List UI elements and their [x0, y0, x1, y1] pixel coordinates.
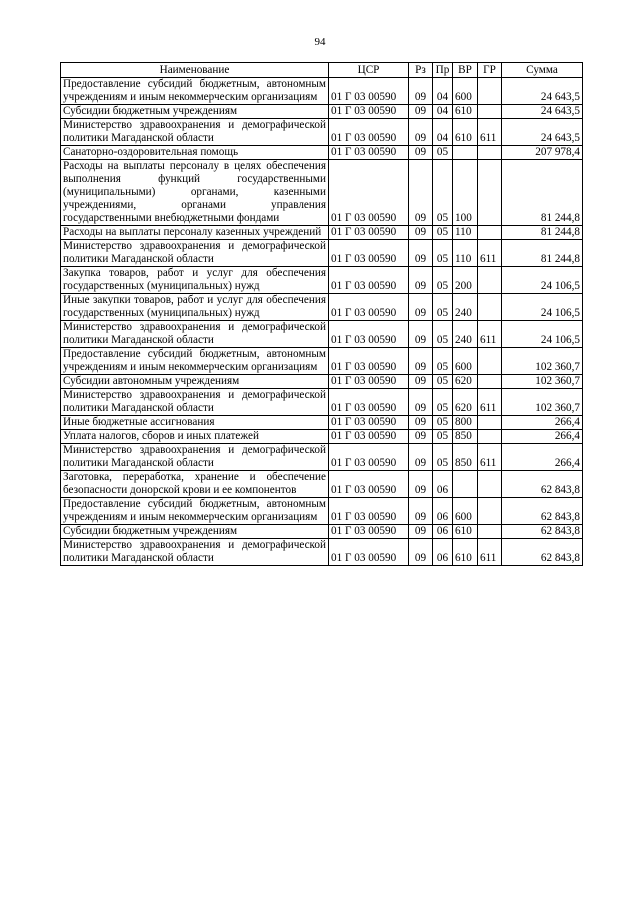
cell-csr: 01 Г 03 00590	[329, 375, 409, 389]
cell-vr: 240	[453, 294, 478, 321]
cell-rz: 09	[409, 444, 433, 471]
cell-gr	[478, 267, 502, 294]
cell-gr: 611	[478, 240, 502, 267]
cell-gr	[478, 416, 502, 430]
cell-gr	[478, 78, 502, 105]
cell-sum: 102 360,7	[502, 348, 583, 375]
table-row	[61, 430, 583, 444]
header-rz: Рз	[409, 63, 433, 78]
cell-vr: 110	[453, 240, 478, 267]
cell-csr: 01 Г 03 00590	[329, 78, 409, 105]
cell-name: Министерство здравоохранения и демографической политики Магаданской области	[61, 539, 329, 566]
cell-vr: 610	[453, 525, 478, 539]
cell-name: Расходы на выплаты персоналу в целях обеспечения выполнения функций государственными (муниципальными) органами, казенными учреждениями, органами управления государственными внебюджетными фондами	[61, 160, 329, 226]
cell-pr: 05	[433, 294, 453, 321]
cell-name: Министерство здравоохранения и демографической политики Магаданской области	[61, 119, 329, 146]
table-row	[61, 498, 583, 525]
cell-vr: 850	[453, 444, 478, 471]
cell-name: Санаторно-оздоровительная помощь	[61, 146, 329, 160]
table-row	[61, 294, 583, 321]
cell-csr: 01 Г 03 00590	[329, 119, 409, 146]
cell-sum: 62 843,8	[502, 471, 583, 498]
cell-rz: 09	[409, 525, 433, 539]
header-vr: ВР	[453, 63, 478, 78]
cell-name: Министерство здравоохранения и демографической политики Магаданской области	[61, 444, 329, 471]
table-row	[61, 105, 583, 119]
cell-vr: 600	[453, 78, 478, 105]
cell-pr: 06	[433, 471, 453, 498]
table-row	[61, 525, 583, 539]
table-row	[61, 389, 583, 416]
cell-pr: 05	[433, 160, 453, 226]
table-row	[61, 119, 583, 146]
cell-gr	[478, 105, 502, 119]
cell-rz: 09	[409, 267, 433, 294]
cell-name: Субсидии бюджетным учреждениям	[61, 525, 329, 539]
cell-gr: 611	[478, 119, 502, 146]
cell-gr	[478, 226, 502, 240]
cell-pr: 05	[433, 321, 453, 348]
cell-csr: 01 Г 03 00590	[329, 416, 409, 430]
table-row	[61, 416, 583, 430]
cell-rz: 09	[409, 321, 433, 348]
cell-sum: 24 643,5	[502, 105, 583, 119]
cell-name: Предоставление субсидий бюджетным, автономным учреждениям и иным некоммерческим организациям	[61, 78, 329, 105]
cell-sum: 24 643,5	[502, 119, 583, 146]
table-row	[61, 146, 583, 160]
table-row	[61, 348, 583, 375]
cell-rz: 09	[409, 78, 433, 105]
cell-rz: 09	[409, 105, 433, 119]
cell-csr: 01 Г 03 00590	[329, 267, 409, 294]
cell-pr: 05	[433, 375, 453, 389]
cell-sum: 102 360,7	[502, 375, 583, 389]
cell-pr: 05	[433, 348, 453, 375]
cell-sum: 102 360,7	[502, 389, 583, 416]
cell-rz: 09	[409, 160, 433, 226]
cell-csr: 01 Г 03 00590	[329, 471, 409, 498]
cell-name: Министерство здравоохранения и демографической политики Магаданской области	[61, 389, 329, 416]
cell-pr: 05	[433, 430, 453, 444]
cell-pr: 05	[433, 416, 453, 430]
cell-rz: 09	[409, 416, 433, 430]
table-row	[61, 321, 583, 348]
cell-rz: 09	[409, 539, 433, 566]
cell-sum: 81 244,8	[502, 160, 583, 226]
header-gr: ГР	[478, 63, 502, 78]
cell-name: Предоставление субсидий бюджетным, автономным учреждениям и иным некоммерческим организациям	[61, 348, 329, 375]
table-row	[61, 78, 583, 105]
cell-gr	[478, 375, 502, 389]
cell-sum: 62 843,8	[502, 525, 583, 539]
cell-name: Предоставление субсидий бюджетным, автономным учреждениям и иным некоммерческим организациям	[61, 498, 329, 525]
cell-pr: 06	[433, 539, 453, 566]
cell-pr: 05	[433, 389, 453, 416]
cell-rz: 09	[409, 498, 433, 525]
cell-name: Министерство здравоохранения и демографической политики Магаданской области	[61, 240, 329, 267]
cell-sum: 266,4	[502, 444, 583, 471]
cell-rz: 09	[409, 240, 433, 267]
table-row	[61, 267, 583, 294]
cell-pr: 04	[433, 78, 453, 105]
cell-rz: 09	[409, 471, 433, 498]
cell-vr: 850	[453, 430, 478, 444]
cell-pr: 05	[433, 240, 453, 267]
cell-csr: 01 Г 03 00590	[329, 160, 409, 226]
cell-gr	[478, 525, 502, 539]
cell-name: Закупка товаров, работ и услуг для обеспечения государственных (муниципальных) нужд	[61, 267, 329, 294]
cell-gr: 611	[478, 539, 502, 566]
cell-pr: 04	[433, 105, 453, 119]
cell-csr: 01 Г 03 00590	[329, 525, 409, 539]
cell-name: Расходы на выплаты персоналу казенных учреждений	[61, 226, 329, 240]
cell-gr: 611	[478, 444, 502, 471]
cell-csr: 01 Г 03 00590	[329, 294, 409, 321]
cell-csr: 01 Г 03 00590	[329, 539, 409, 566]
table-header	[61, 63, 583, 78]
cell-csr: 01 Г 03 00590	[329, 240, 409, 267]
cell-vr: 600	[453, 348, 478, 375]
cell-sum: 266,4	[502, 416, 583, 430]
cell-name: Министерство здравоохранения и демографической политики Магаданской области	[61, 321, 329, 348]
cell-name: Уплата налогов, сборов и иных платежей	[61, 430, 329, 444]
cell-vr: 100	[453, 160, 478, 226]
cell-gr	[478, 471, 502, 498]
cell-gr: 611	[478, 389, 502, 416]
cell-pr: 05	[433, 146, 453, 160]
cell-sum: 81 244,8	[502, 240, 583, 267]
cell-pr: 06	[433, 525, 453, 539]
cell-vr: 610	[453, 105, 478, 119]
cell-vr	[453, 146, 478, 160]
cell-pr: 04	[433, 119, 453, 146]
cell-csr: 01 Г 03 00590	[329, 430, 409, 444]
cell-sum: 266,4	[502, 430, 583, 444]
cell-rz: 09	[409, 294, 433, 321]
cell-sum: 24 106,5	[502, 321, 583, 348]
cell-csr: 01 Г 03 00590	[329, 348, 409, 375]
cell-gr	[478, 160, 502, 226]
header-csr: ЦСР	[329, 63, 409, 78]
cell-rz: 09	[409, 348, 433, 375]
cell-pr: 05	[433, 267, 453, 294]
cell-vr: 610	[453, 539, 478, 566]
cell-vr: 240	[453, 321, 478, 348]
cell-gr	[478, 498, 502, 525]
cell-vr: 600	[453, 498, 478, 525]
cell-sum: 81 244,8	[502, 226, 583, 240]
cell-name: Субсидии бюджетным учреждениям	[61, 105, 329, 119]
cell-rz: 09	[409, 226, 433, 240]
cell-csr: 01 Г 03 00590	[329, 226, 409, 240]
cell-name: Заготовка, переработка, хранение и обеспечение безопасности донорской крови и ее компонентов	[61, 471, 329, 498]
table-row	[61, 471, 583, 498]
cell-rz: 09	[409, 389, 433, 416]
cell-csr: 01 Г 03 00590	[329, 444, 409, 471]
cell-vr: 800	[453, 416, 478, 430]
table-row	[61, 444, 583, 471]
cell-vr: 200	[453, 267, 478, 294]
cell-csr: 01 Г 03 00590	[329, 146, 409, 160]
cell-gr: 611	[478, 321, 502, 348]
cell-name: Субсидии автономным учреждениям	[61, 375, 329, 389]
cell-pr: 06	[433, 498, 453, 525]
cell-csr: 01 Г 03 00590	[329, 321, 409, 348]
cell-vr	[453, 471, 478, 498]
cell-csr: 01 Г 03 00590	[329, 389, 409, 416]
cell-sum: 62 843,8	[502, 498, 583, 525]
cell-sum: 24 643,5	[502, 78, 583, 105]
cell-vr: 620	[453, 389, 478, 416]
table-row	[61, 375, 583, 389]
cell-pr: 05	[433, 226, 453, 240]
cell-rz: 09	[409, 430, 433, 444]
table-row	[61, 539, 583, 566]
header-name: Наименование	[61, 63, 329, 78]
table-row	[61, 240, 583, 267]
cell-gr	[478, 294, 502, 321]
header-pr: Пр	[433, 63, 453, 78]
cell-rz: 09	[409, 119, 433, 146]
cell-gr	[478, 430, 502, 444]
cell-vr: 610	[453, 119, 478, 146]
header-sum: Сумма	[502, 63, 583, 78]
cell-sum: 207 978,4	[502, 146, 583, 160]
cell-sum: 24 106,5	[502, 294, 583, 321]
cell-rz: 09	[409, 375, 433, 389]
table-body	[61, 78, 583, 566]
cell-name: Иные бюджетные ассигнования	[61, 416, 329, 430]
cell-csr: 01 Г 03 00590	[329, 105, 409, 119]
budget-table	[60, 62, 583, 566]
table-row	[61, 160, 583, 226]
cell-csr: 01 Г 03 00590	[329, 498, 409, 525]
cell-sum: 24 106,5	[502, 267, 583, 294]
cell-vr: 620	[453, 375, 478, 389]
cell-gr	[478, 348, 502, 375]
page-number: 94	[314, 36, 326, 48]
cell-pr: 05	[433, 444, 453, 471]
table-row	[61, 226, 583, 240]
cell-vr: 110	[453, 226, 478, 240]
cell-sum: 62 843,8	[502, 539, 583, 566]
cell-gr	[478, 146, 502, 160]
cell-rz: 09	[409, 146, 433, 160]
cell-name: Иные закупки товаров, работ и услуг для обеспечения государственных (муниципальных) нужд	[61, 294, 329, 321]
